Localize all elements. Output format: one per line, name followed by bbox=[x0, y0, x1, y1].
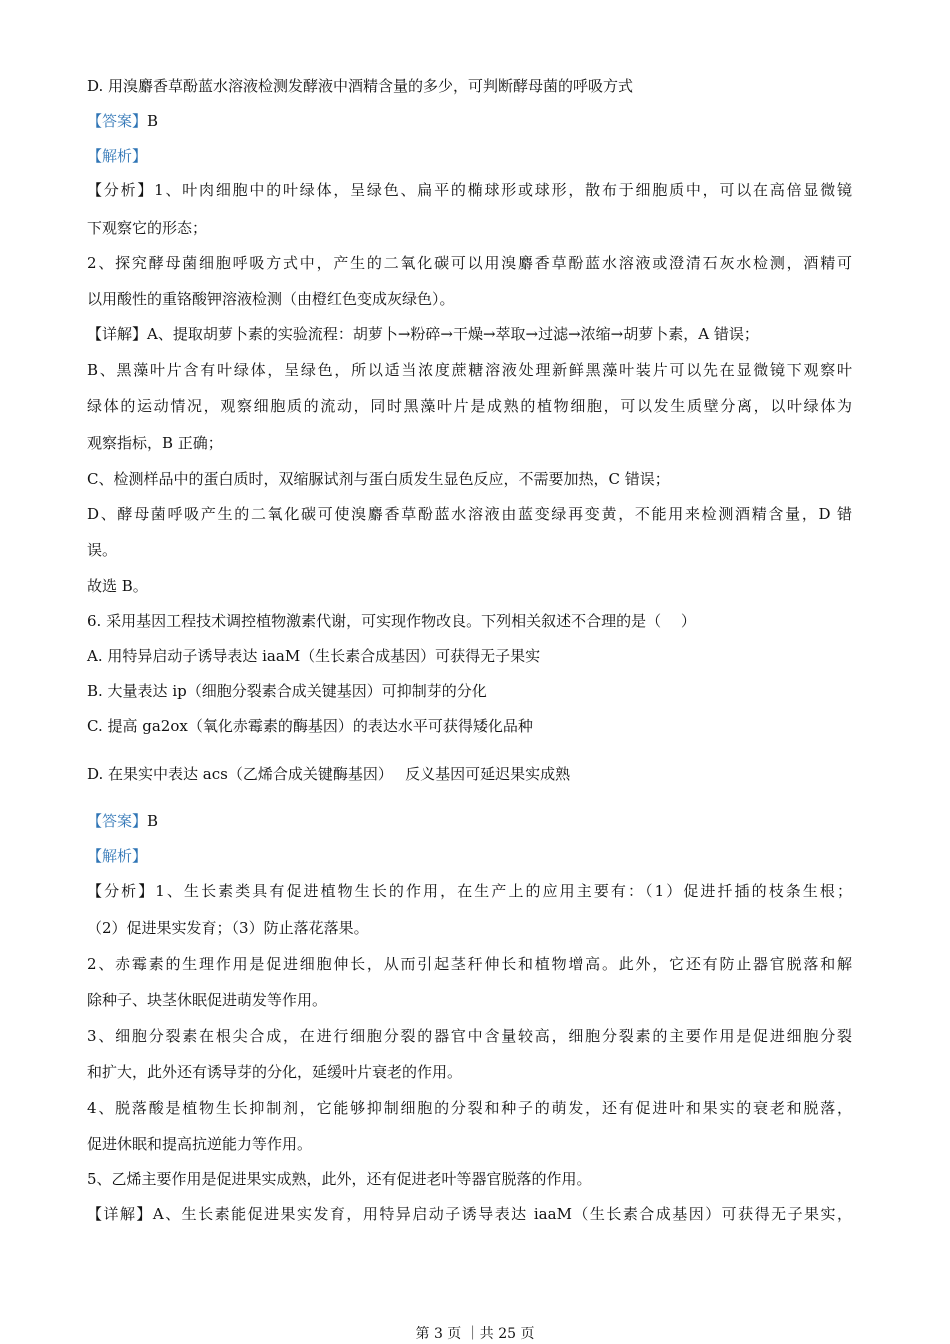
section-label: 【答案】 bbox=[87, 812, 148, 830]
text-line bbox=[87, 504, 852, 524]
line-text: 2、探究酵母菌细胞呼吸方式中，产生的二氧化碳可以用溴麝香草酚蓝水溶液或澄清石灰水检测，酒精可 bbox=[87, 254, 852, 272]
line-text: 故选 B。 bbox=[87, 577, 148, 595]
line-text: 绿体的运动情况，观察细胞质的流动，同时黑藻叶片是成熟的植物细胞，可以发生质壁分离，以叶绿体为 bbox=[87, 397, 852, 415]
text-line bbox=[87, 646, 852, 666]
line-text: 5、乙烯主要作用是促进果实成熟，此外，还有促进老叶等器官脱落的作用。 bbox=[87, 1170, 592, 1188]
text-line bbox=[87, 681, 852, 701]
line-text: 2、赤霉素的生理作用是促进细胞伸长，从而引起茎秆伸长和植物增高。此外，它还有防止器官脱落和解 bbox=[87, 955, 852, 973]
line-text: 和扩大，此外还有诱导芽的分化，延缓叶片衰老的作用。 bbox=[87, 1063, 463, 1081]
text-line bbox=[87, 218, 852, 238]
line-text: 【分析】1、生长素类具有促进植物生长的作用，在生产上的应用主要有：（1）促进扦插的枝条生根； bbox=[87, 882, 852, 900]
text-line bbox=[87, 990, 852, 1010]
text-line bbox=[87, 954, 852, 974]
line-text: B. 大量表达 ip（细胞分裂素合成关键基因）可抑制芽的分化 bbox=[87, 682, 487, 700]
text-line bbox=[87, 576, 852, 596]
line-text: 3、细胞分裂素在根尖合成，在进行细胞分裂的器官中含量较高，细胞分裂素的主要作用是促进细胞分裂 bbox=[87, 1027, 852, 1045]
text-line bbox=[87, 1134, 852, 1154]
line-text: 误。 bbox=[87, 541, 118, 559]
text-line bbox=[87, 253, 852, 273]
text-line bbox=[87, 881, 852, 901]
line-text: C. 提高 ga2ox（氧化赤霉素的酶基因）的表达水平可获得矮化品种 bbox=[87, 717, 533, 735]
text-line bbox=[87, 469, 852, 489]
text-line bbox=[87, 360, 852, 380]
text-line bbox=[87, 1204, 852, 1224]
text-line bbox=[87, 76, 852, 96]
line-text: 【分析】1、叶肉细胞中的叶绿体，呈绿色、扁平的椭球形或球形，散布于细胞质中，可以在高倍显微镜 bbox=[87, 181, 852, 199]
text-line bbox=[87, 716, 852, 736]
text-line bbox=[87, 289, 852, 309]
line-text: A. 用特异启动子诱导表达 iaaM（生长素合成基因）可获得无子果实 bbox=[87, 647, 541, 665]
analysis-heading bbox=[87, 146, 852, 166]
section-label: 【解析】 bbox=[87, 147, 148, 165]
text-line bbox=[87, 180, 852, 200]
line-text: D. 在果实中表达 acs（乙烯合成关键酶基因） 反义基因可延迟果实成熟 bbox=[87, 765, 571, 783]
section-label: 【解析】 bbox=[87, 847, 148, 865]
text-line bbox=[87, 324, 852, 344]
line-text: 下观察它的形态； bbox=[87, 219, 208, 237]
line-text: 以用酸性的重铬酸钾溶液检测（由橙红色变成灰绿色）。 bbox=[87, 290, 455, 308]
text-line bbox=[87, 1026, 852, 1046]
line-text: 6. 采用基因工程技术调控植物激素代谢，可实现作物改良。下列相关叙述不合理的是（ ） bbox=[87, 612, 696, 630]
line-text: B bbox=[147, 112, 159, 130]
line-text: 【详解】A、提取胡萝卜素的实验流程：胡萝卜→粉碎→干燥→萃取→过滤→浓缩→胡萝卜素，A 错误； bbox=[87, 325, 759, 343]
text-line bbox=[87, 918, 852, 938]
text-line bbox=[87, 540, 852, 560]
section-label: 【答案】 bbox=[87, 112, 148, 130]
answer-line bbox=[87, 811, 852, 831]
text-line bbox=[87, 764, 852, 784]
text-line bbox=[87, 1098, 852, 1118]
text-line bbox=[87, 1062, 852, 1082]
line-text: D、酵母菌呼吸产生的二氧化碳可使溴麝香草酚蓝水溶液由蓝变绿再变黄，不能用来检测酒精含量，D 错 bbox=[87, 505, 852, 523]
text-line bbox=[87, 611, 852, 631]
page-footer: 第 3 页 ｜共 25 页 bbox=[415, 1326, 535, 1342]
line-text: B、黑藻叶片含有叶绿体，呈绿色，所以适当浓度蔗糖溶液处理新鲜黑藻叶装片可以先在显微镜下观察叶 bbox=[87, 361, 852, 379]
line-text: 观察指标，B 正确； bbox=[87, 434, 223, 452]
line-text: 促进休眠和提高抗逆能力等作用。 bbox=[87, 1135, 313, 1153]
text-line bbox=[87, 433, 852, 453]
line-text: C、检测样品中的蛋白质时，双缩脲试剂与蛋白质发生显色反应，不需要加热，C 错误； bbox=[87, 470, 670, 488]
line-text: 除种子、块茎休眠促进萌发等作用。 bbox=[87, 991, 328, 1009]
text-line bbox=[87, 396, 852, 416]
answer-line bbox=[87, 111, 852, 131]
text-line bbox=[87, 1169, 852, 1189]
line-text: B bbox=[147, 812, 159, 830]
line-text: D. 用溴麝香草酚蓝水溶液检测发酵液中酒精含量的多少，可判断酵母菌的呼吸方式 bbox=[87, 77, 634, 95]
analysis-heading bbox=[87, 846, 852, 866]
line-text: 4、脱落酸是植物生长抑制剂，它能够抑制细胞的分裂和种子的萌发，还有促进叶和果实的衰老和脱落， bbox=[87, 1099, 852, 1117]
line-text: 【详解】A、生长素能促进果实发育，用特异启动子诱导表达 iaaM（生长素合成基因）可获得无子果实， bbox=[87, 1205, 852, 1223]
line-text: （2）促进果实发育；（3）防止落花落果。 bbox=[87, 919, 369, 937]
